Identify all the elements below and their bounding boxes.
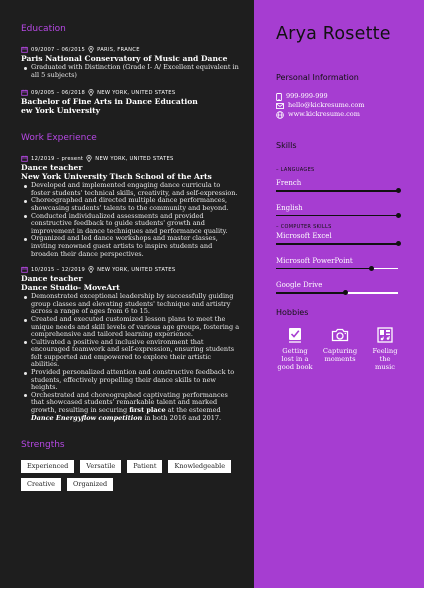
- education-entry: [21, 89, 240, 115]
- personal-info-section: [276, 73, 404, 119]
- job-dates: 12/2019 – present: [31, 155, 84, 162]
- skill-level-dot: [396, 241, 401, 246]
- job-company: New York University Tisch School of the Arts: [21, 172, 212, 182]
- website-url[interactable]: www.kickresume.com: [288, 110, 360, 118]
- location-pin-icon: [88, 46, 94, 53]
- globe-icon: [276, 111, 284, 119]
- candidate-name: Arya Rosette: [276, 24, 391, 44]
- list-item: Created and executed customized lesson plans to meet the unique needs and skill levels of various age groups, fostering a comprehensive and tailored learning experience.: [21, 316, 240, 339]
- skill-level-bar: [276, 268, 398, 270]
- job-bullets: [21, 293, 240, 422]
- job-company: Dance Studio- MoveArt: [21, 283, 120, 293]
- strength-tag: Patient: [127, 460, 162, 473]
- skills-category: – LANGUAGES: [276, 167, 315, 173]
- skill-item: [276, 257, 404, 270]
- hobbies-section: [276, 308, 404, 371]
- award-highlight: first place: [129, 406, 166, 415]
- education-dates: 09/2005 – 06/2018: [31, 89, 86, 96]
- strengths-heading: Strengths: [21, 440, 65, 451]
- list-item: Developed and implemented engaging dance curricula to foster students' technical skills, creativity, and self-expression.: [21, 182, 240, 197]
- phone-number: 999-999-999: [286, 92, 328, 100]
- strength-tag: Creative: [21, 478, 61, 491]
- envelope-icon: [276, 103, 284, 109]
- location-pin-icon: [88, 266, 94, 273]
- competition-name: Dance Energyflow competition: [31, 413, 143, 422]
- personal-info-heading: Personal Information: [276, 73, 359, 82]
- hobby-item: Capturing moments: [321, 327, 359, 371]
- education-school: ew York University: [21, 106, 101, 116]
- education-heading: Education: [21, 24, 66, 34]
- strengths-row: [21, 478, 240, 491]
- job-location: NEW YORK, UNITED STATES: [95, 155, 174, 162]
- list-item: Demonstrated exceptional leadership by successfully guiding group classes and elevating students' technique and artistry across a range of ages from 6 to 15.: [21, 293, 240, 316]
- job-bullets: [21, 182, 240, 258]
- skill-level-dot: [396, 188, 401, 193]
- skills-category: – COMPUTER SKILLS: [276, 224, 332, 230]
- skill-name: Microsoft PowerPoint: [276, 256, 353, 265]
- strengths-row: [21, 460, 240, 473]
- phone-row: [276, 92, 404, 101]
- strengths-section: [21, 440, 240, 491]
- skill-name: Microsoft Excel: [276, 232, 332, 240]
- education-section: [21, 24, 240, 115]
- skill-level-bar: [276, 190, 398, 192]
- skill-item: [276, 281, 404, 294]
- skill-item: [276, 204, 404, 217]
- list-item: Choreographed and directed multiple dance performances, showcasing students' talents to the community and beyond.: [21, 197, 240, 212]
- list-item: Conducted individualized assessments and provided constructive feedback to guide students' growth and improvement in dance techniques and performance quality.: [21, 213, 240, 236]
- camera-icon: [321, 327, 359, 343]
- sidebar: [254, 0, 424, 588]
- email-row: [276, 101, 404, 110]
- calendar-icon: [21, 266, 28, 273]
- job-entry: [21, 155, 240, 258]
- location-pin-icon: [88, 89, 94, 96]
- hobby-item: Getting lost in a good book: [276, 327, 314, 371]
- job-role: Dance teacher: [21, 163, 83, 173]
- education-location: NEW YORK, UNITED STATES: [97, 89, 176, 96]
- skill-name: Google Drive: [276, 281, 323, 289]
- list-item: Graduated with Distinction (Grade I- A/ Excellent equivalent in all 5 subjects): [21, 64, 240, 79]
- skill-level-dot: [396, 213, 401, 218]
- education-title: Bachelor of Fine Arts in Dance Education: [21, 97, 198, 107]
- list-item: Cultivated a positive and inclusive environment that encouraged teamwork and self-expression, ensuring students felt supported and empowered to explore their artistic abilities.: [21, 339, 240, 369]
- list-item: Orchestrated and choreographed captivating performances that showcased students' remarkable talent and marked growth, resulting in securing first place at the esteemed Dance Energyflow competition in both 2016 and 2017.: [21, 392, 240, 422]
- hobby-item: Feeling the music: [366, 327, 404, 371]
- skill-level-bar: [276, 243, 398, 245]
- skill-level-bar: [276, 292, 398, 294]
- list-item: Provided personalized attention and constructive feedback to students, effectively propelling their dance skills to new heights.: [21, 369, 240, 392]
- education-title: Paris National Conservatory of Music and Dance: [21, 54, 228, 63]
- skill-level-dot: [343, 290, 348, 295]
- music-icon: [366, 327, 404, 343]
- strength-tag: Organized: [67, 478, 113, 491]
- skill-level-bar: [276, 215, 398, 217]
- website-row: [276, 110, 404, 119]
- skills-section: [276, 141, 404, 294]
- calendar-icon: [21, 155, 28, 162]
- experience-heading: Work Experience: [21, 133, 97, 144]
- skill-item: [276, 232, 404, 245]
- skill-level-dot: [369, 266, 374, 271]
- skills-heading: Skills: [276, 141, 297, 150]
- strength-tag: Knowledgeable: [168, 460, 231, 473]
- education-entry: [21, 46, 240, 79]
- email-address[interactable]: hello@kickresume.com: [288, 101, 365, 109]
- job-dates: 10/2015 – 12/2019: [31, 266, 86, 273]
- skill-name: French: [276, 179, 302, 187]
- strength-tag: Versatile: [80, 460, 121, 473]
- hobbies-heading: Hobbies: [276, 307, 309, 317]
- calendar-icon: [21, 46, 28, 53]
- strength-tag: Experienced: [21, 460, 74, 473]
- skill-name: English: [276, 203, 303, 212]
- list-item: Organized and led dance workshops and master classes, inviting renowned guest artists to inspire students and broaden their dance perspectives.: [21, 235, 240, 258]
- checkbox-icon: [276, 327, 314, 343]
- experience-section: [21, 133, 240, 422]
- job-entry: [21, 266, 240, 422]
- location-pin-icon: [86, 155, 92, 162]
- education-dates: 09/2007 – 06/2015: [31, 46, 86, 53]
- calendar-icon: [21, 89, 28, 96]
- phone-icon: [276, 93, 282, 101]
- job-role: Dance teacher: [21, 274, 83, 284]
- job-location: NEW YORK, UNITED STATES: [97, 266, 176, 273]
- education-location: PARIS, FRANCE: [97, 46, 140, 53]
- skill-item: [276, 179, 404, 192]
- education-bullets: [21, 64, 240, 79]
